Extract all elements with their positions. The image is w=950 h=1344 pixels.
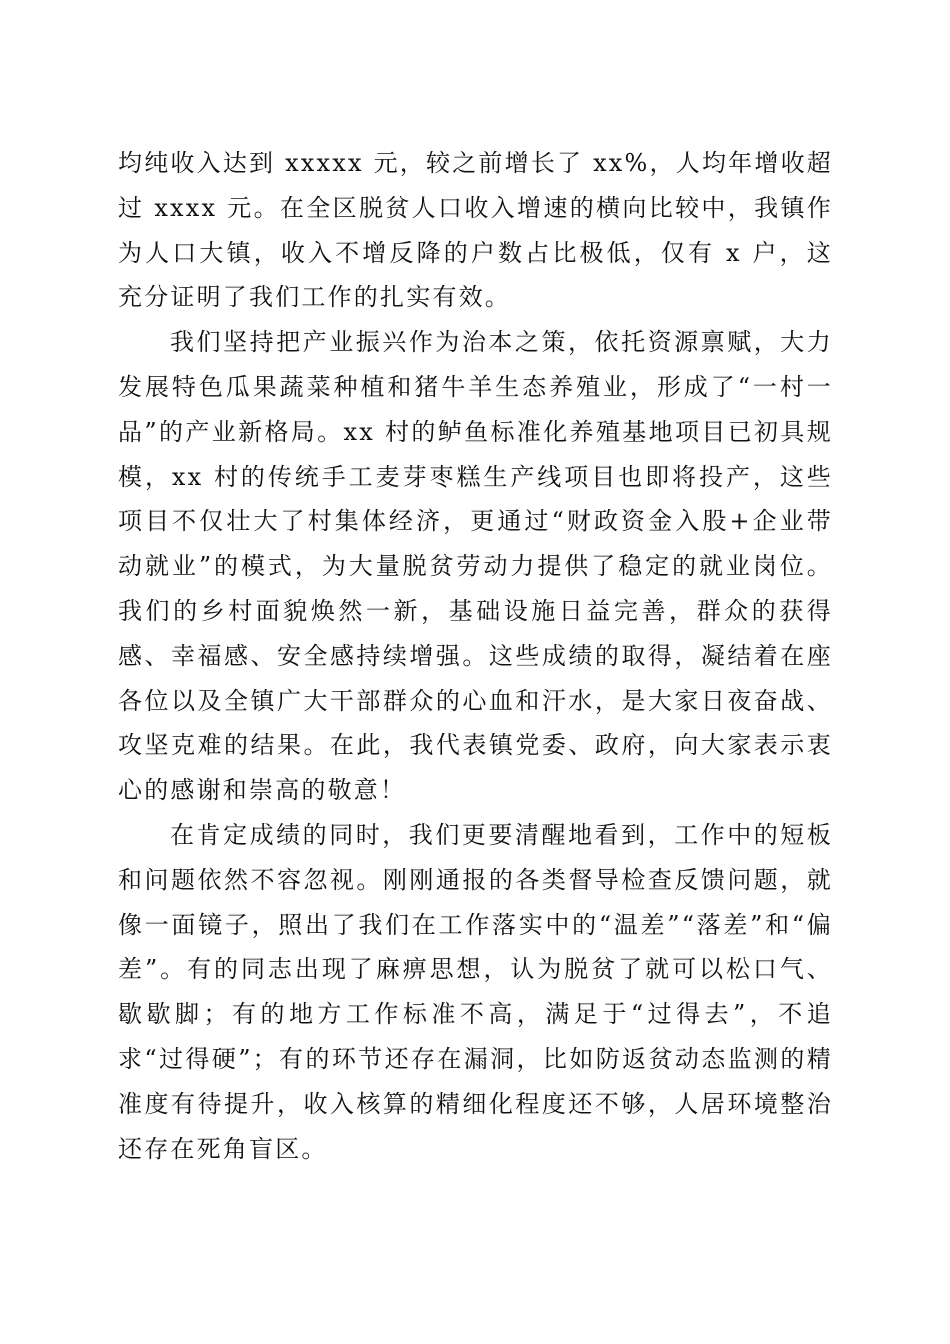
paragraph-continued: 均纯收入达到 xxxxx 元，较之前增长了 xx%，人均年增收超过 xxxx 元。在全区脱贫人口收入增速的横向比较中，我镇作为人口大镇，收入不增反降的户数占比极低，仅有 x 户，这充分证明了我们工作的扎实有效。 [118, 149, 833, 312]
paragraph-industry-revitalization: 我们坚持把产业振兴作为治本之策，依托资源禀赋，大力发展特色瓜果蔬菜种植和猪牛羊生态养殖业，形成了“一村一品”的产业新格局。xx 村的鲈鱼标准化养殖基地项目已初具规模，xx 村的传统手工麦芽枣糕生产线项目也即将投产，这些项目不仅壮大了村集体经济，更通过“财政资金入股+企业带动就业”的模式，为大量脱贫劳动力提供了稳定的就业岗位。我们的乡村面貌焕然一新，基础设施日益完善，群众的获得感、幸福感、安全感持续增强。这些成绩的取得，凝结着在座各位以及全镇广大干部群众的心血和汗水，是大家日夜奋战、攻坚克难的结果。在此，我代表镇党委、政府，向大家表示衷心的感谢和崇高的敬意！ [118, 328, 833, 805]
paragraph-shortcomings: 在肯定成绩的同时，我们更要清醒地看到，工作中的短板和问题依然不容忽视。刚刚通报的各类督导检查反馈问题，就像一面镜子，照出了我们在工作落实中的“温差”“落差”和“偏差”。有的同志出现了麻痹思想，认为脱贫了就可以松口气、歇歇脚；有的地方工作标准不高，满足于“过得去”，不追求“过得硬”；有的环节还存在漏洞，比如防返贫动态监测的精准度有待提升，收入核算的精细化程度还不够，人居环境整治还存在死角盲区。 [118, 820, 833, 1163]
document-body [118, 141, 833, 1171]
